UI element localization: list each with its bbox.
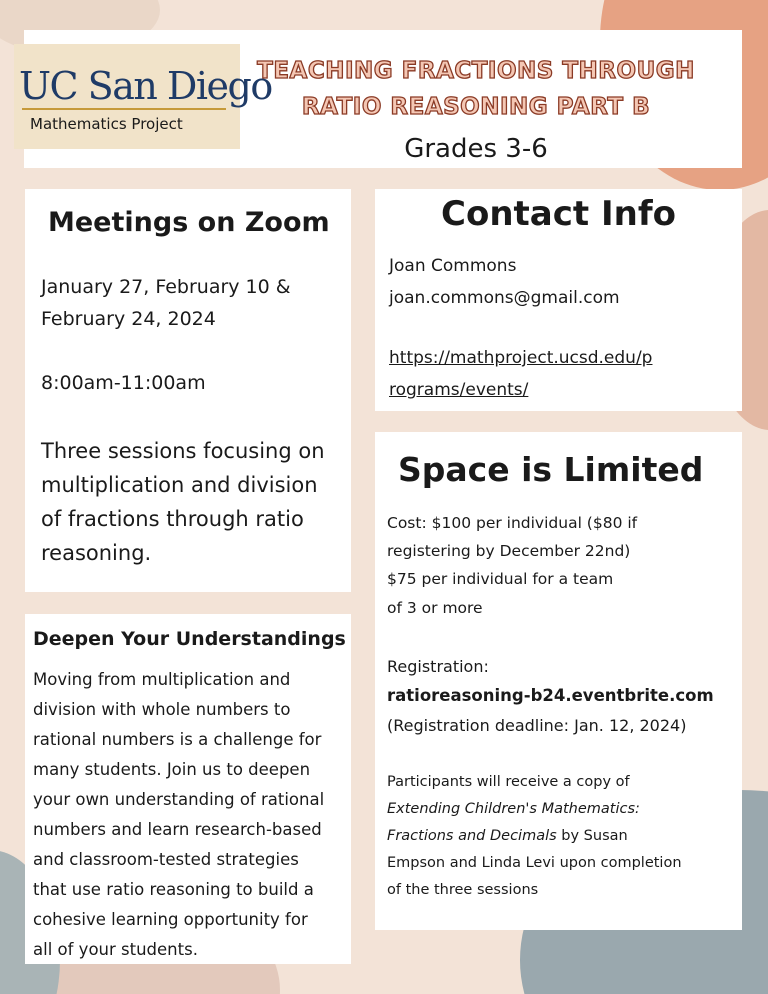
contact-url-line1[interactable]: https://mathproject.ucsd.edu/p (389, 348, 653, 368)
contact-name: Joan Commons (389, 256, 517, 276)
participants-line5: of the three sessions (387, 882, 539, 898)
deepen-line: all of your students. (33, 940, 198, 959)
registration-label: Registration: (387, 657, 489, 676)
space-cost-line1: Cost: $100 per individual ($80 if (387, 514, 638, 532)
meetings-desc-line4: reasoning. (41, 541, 152, 565)
contact-url-line2[interactable]: rograms/events/ (389, 380, 529, 400)
title-line1: TEACHING FRACTIONS THROUGH (257, 58, 695, 84)
meetings-time: 8:00am-11:00am (41, 372, 206, 394)
deepen-line: Moving from multiplication and (33, 670, 291, 689)
logo-rule (22, 108, 226, 110)
deepen-line: and classroom-tested strategies (33, 850, 299, 869)
deepen-line: that use ratio reasoning to build a (33, 880, 314, 899)
space-cost-line2: registering by December 22nd) (387, 542, 631, 560)
deepen-line: rational numbers is a challenge for (33, 730, 322, 749)
logo-name: UC San Diego (19, 64, 272, 108)
deepen-line: many students. Join us to deepen (33, 760, 311, 779)
space-cost-line3: $75 per individual for a team (387, 570, 614, 588)
meetings-dates-line2: February 24, 2024 (41, 308, 216, 330)
participants-line3 (387, 828, 628, 844)
deepen-line: your own understanding of rational (33, 790, 325, 809)
logo-subtitle: Mathematics Project (30, 115, 183, 133)
registration-url[interactable]: ratioreasoning-b24.eventbrite.com (387, 686, 714, 705)
meetings-dates-line1: January 27, February 10 & (41, 276, 291, 298)
deepen-body (33, 665, 324, 965)
deepen-line: numbers and learn research-based (33, 820, 322, 839)
space-heading: Space is Limited (398, 450, 704, 489)
meetings-desc-line3: of fractions through ratio (41, 507, 304, 531)
grades: Grades 3-6 (404, 134, 548, 164)
deepen-line: cohesive learning opportunity for (33, 910, 308, 929)
meetings-heading: Meetings on Zoom (48, 207, 330, 238)
registration-deadline: (Registration deadline: Jan. 12, 2024) (387, 716, 687, 735)
participants-line1: Participants will receive a copy of (387, 774, 630, 790)
book-title-line1: Extending Children's Mathematics: (387, 801, 640, 817)
participants-author-lead: by Susan (556, 828, 628, 844)
book-title-line2: Fractions and Decimals (387, 828, 557, 844)
meetings-desc-line1: Three sessions focusing on (41, 439, 325, 463)
space-cost-line4: of 3 or more (387, 599, 483, 617)
participants-line4: Empson and Linda Levi upon completion (387, 855, 682, 871)
contact-heading: Contact Info (441, 194, 676, 234)
title-line2: RATIO REASONING PART B (301, 94, 651, 120)
contact-email[interactable]: joan.commons@gmail.com (389, 288, 620, 308)
meetings-desc-line2: multiplication and division (41, 473, 318, 497)
deepen-line: division with whole numbers to (33, 700, 291, 719)
ucsd-logo (14, 44, 272, 149)
deepen-heading: Deepen Your Understandings (33, 628, 346, 650)
